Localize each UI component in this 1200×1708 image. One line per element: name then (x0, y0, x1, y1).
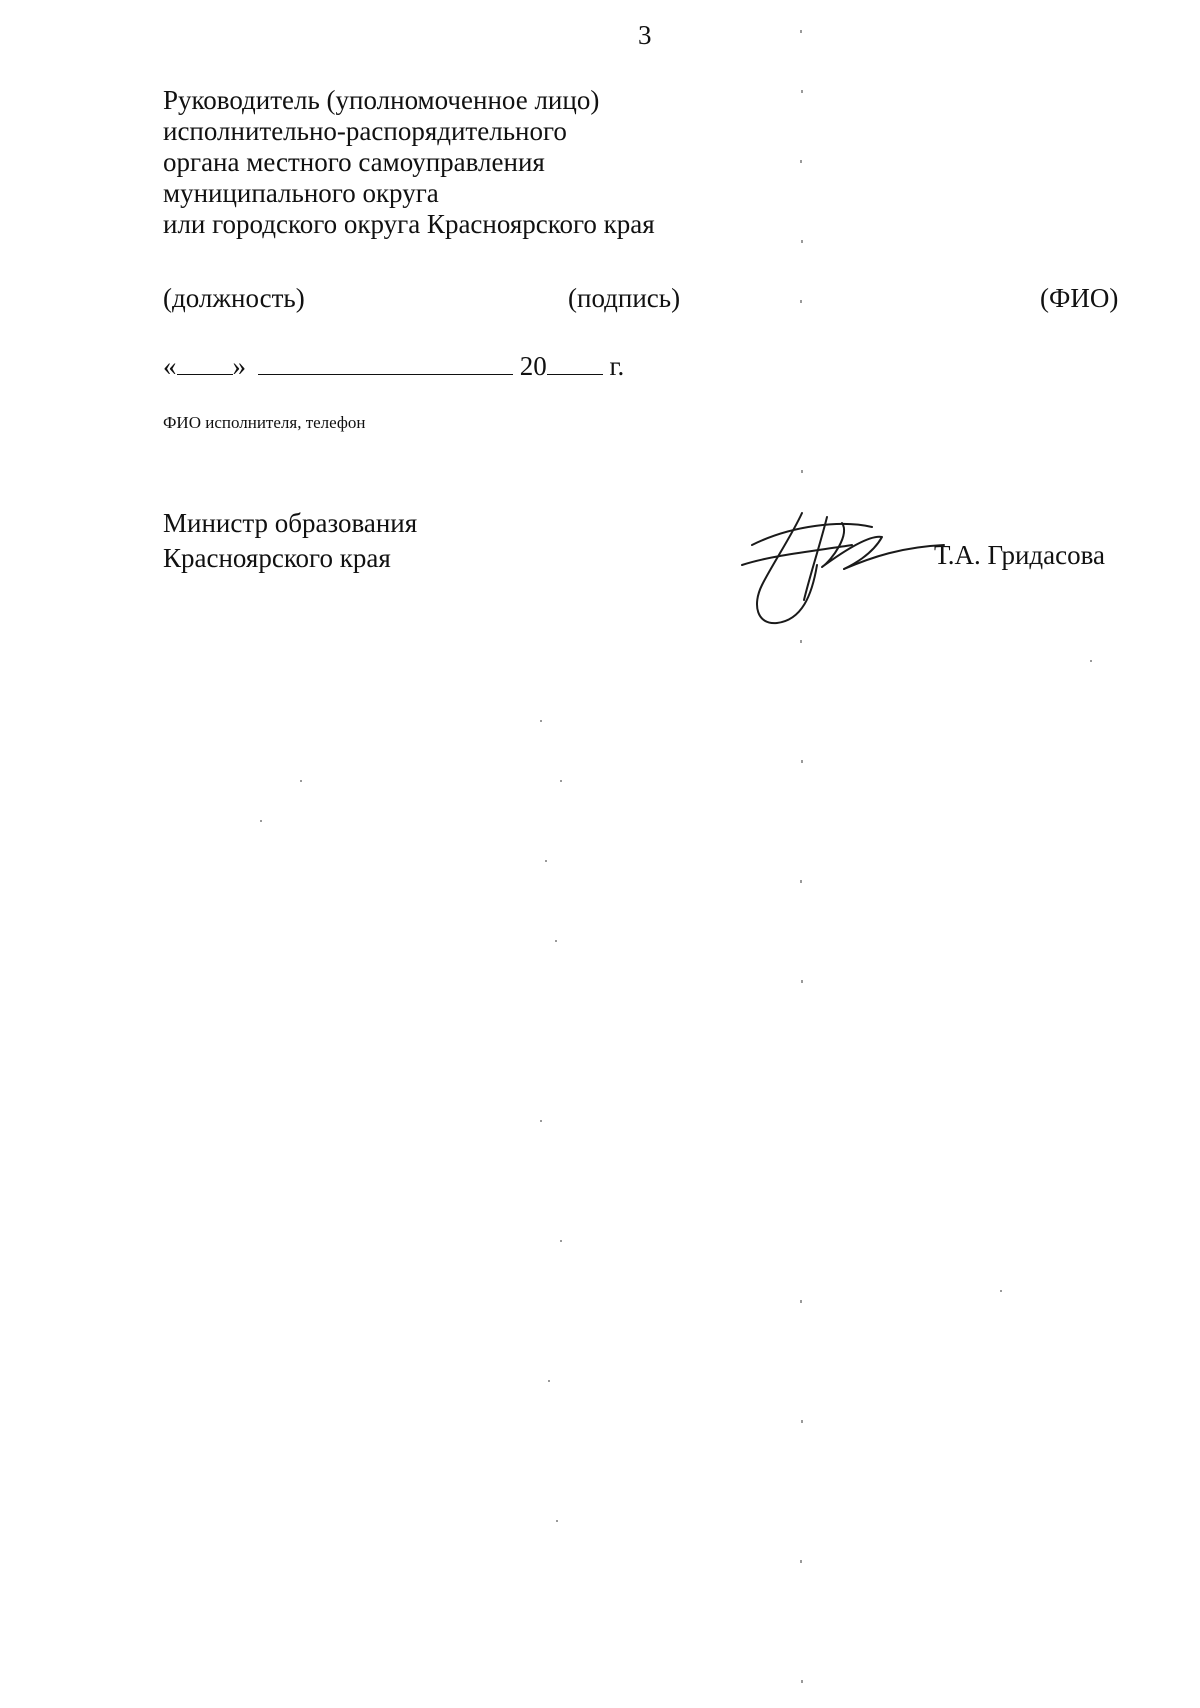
handwritten-signature (732, 505, 952, 635)
year-suffix: г. (609, 351, 625, 381)
minister-title-block (163, 506, 417, 576)
position-label: (должность) (163, 283, 305, 313)
minister-title-line: Министр образования (163, 508, 418, 538)
year-blank (547, 350, 603, 375)
close-quote: » (232, 351, 246, 381)
official-title-line: или городского округа Красноярского края (163, 209, 655, 239)
month-blank (258, 350, 513, 375)
day-blank (177, 350, 233, 375)
page-number: 3 (638, 20, 652, 50)
minister-name: Т.А. Гридасова (934, 540, 1105, 570)
official-title-line: Руководитель (уполномоченное лицо) (163, 85, 600, 115)
official-title-line: муниципального округа (163, 178, 439, 208)
year-prefix: 20 (519, 351, 547, 381)
date-line (163, 350, 624, 381)
open-quote: « (163, 351, 177, 381)
minister-title-line: Красноярского края (163, 543, 391, 573)
official-title-line: исполнительно-распорядительного (163, 116, 567, 146)
signature-label: (подпись) (568, 283, 681, 313)
fio-label: (ФИО) (1040, 283, 1119, 313)
official-title-line: органа местного самоуправления (163, 147, 545, 177)
official-title-block (163, 85, 655, 240)
executor-note: ФИО исполнителя, телефон (163, 413, 366, 432)
